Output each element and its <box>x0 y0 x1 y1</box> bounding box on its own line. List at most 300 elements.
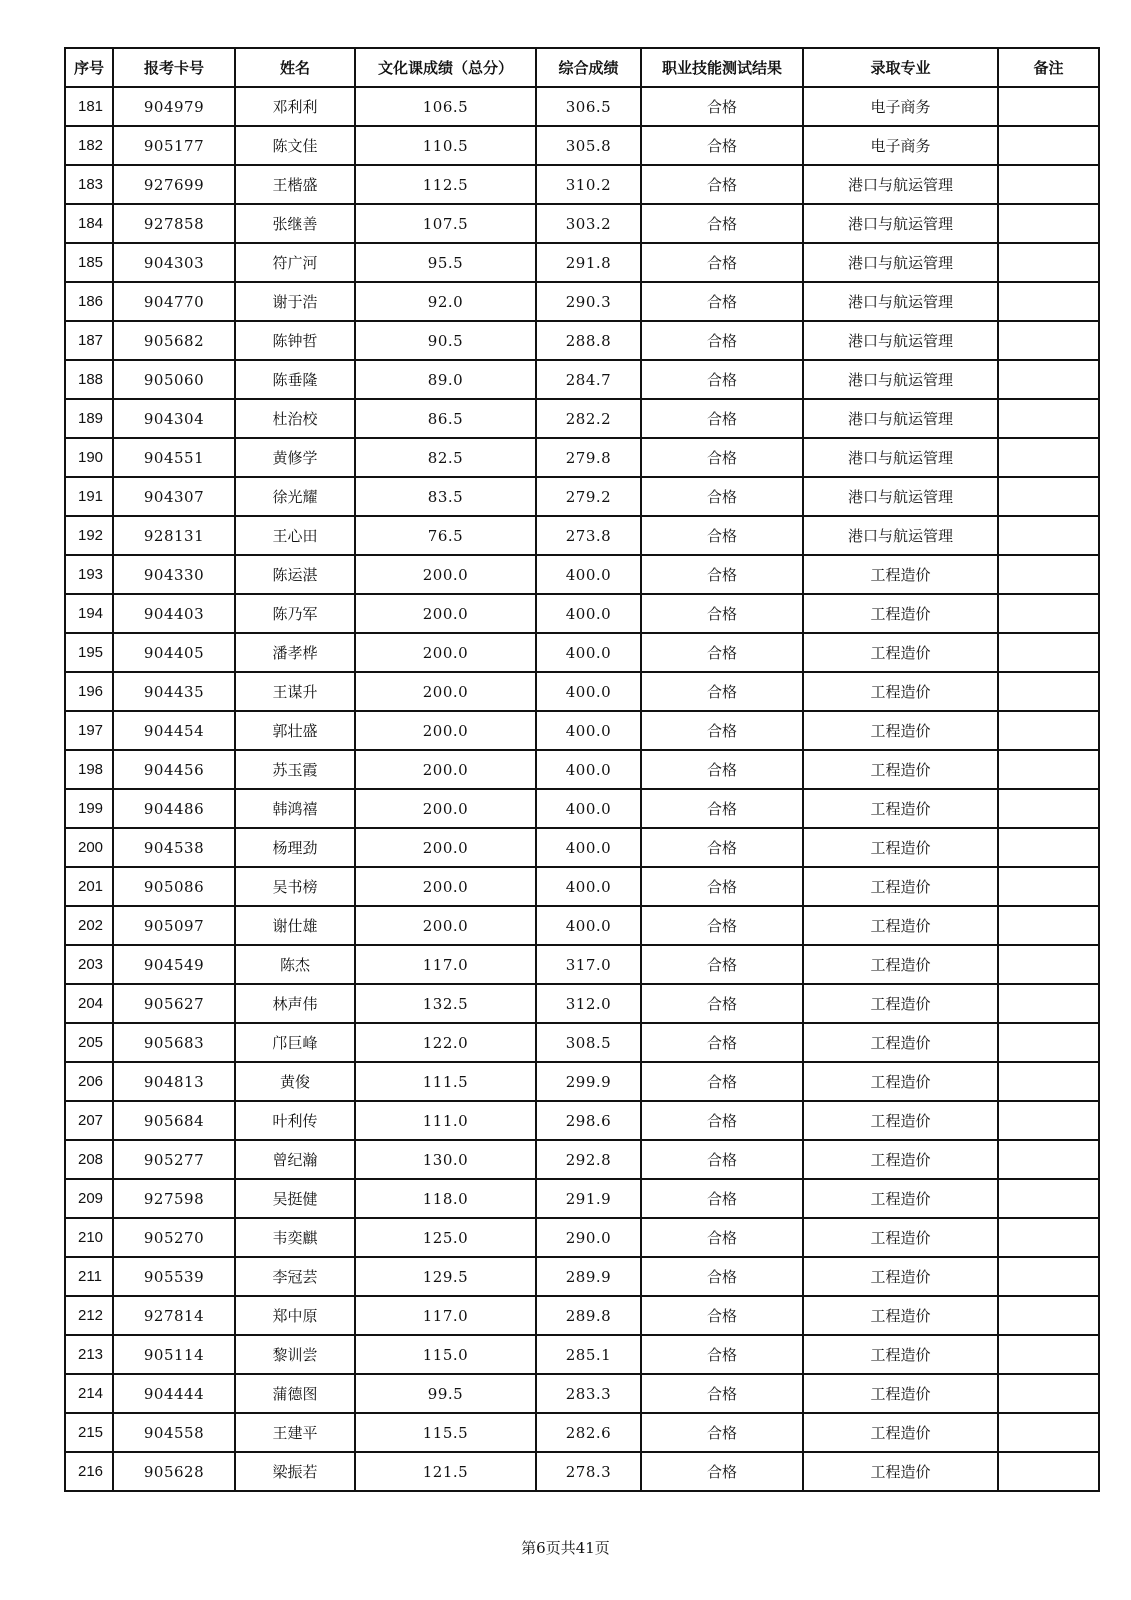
remarks-cell <box>998 204 1099 243</box>
major-cell: 工程造价 <box>803 1335 998 1374</box>
remarks-cell <box>998 984 1099 1023</box>
name-cell: 邓利利 <box>235 87 355 126</box>
card-number-cell: 904538 <box>113 828 235 867</box>
seq-cell: 207 <box>65 1101 113 1140</box>
composite-score-cell: 400.0 <box>536 672 641 711</box>
header-composite-score: 综合成绩 <box>536 48 641 87</box>
seq-cell: 202 <box>65 906 113 945</box>
skill-test-cell: 合格 <box>641 906 803 945</box>
remarks-cell <box>998 243 1099 282</box>
culture-score-cell: 107.5 <box>355 204 536 243</box>
culture-score-cell: 92.0 <box>355 282 536 321</box>
name-cell: 郭壮盛 <box>235 711 355 750</box>
composite-score-cell: 400.0 <box>536 906 641 945</box>
card-number-cell: 927858 <box>113 204 235 243</box>
name-cell: 徐光耀 <box>235 477 355 516</box>
header-row <box>65 48 1099 87</box>
name-cell: 潘孝桦 <box>235 633 355 672</box>
card-number-cell: 904307 <box>113 477 235 516</box>
seq-cell: 211 <box>65 1257 113 1296</box>
name-cell: 郑中原 <box>235 1296 355 1335</box>
composite-score-cell: 400.0 <box>536 711 641 750</box>
culture-score-cell: 122.0 <box>355 1023 536 1062</box>
culture-score-cell: 200.0 <box>355 867 536 906</box>
culture-score-cell: 95.5 <box>355 243 536 282</box>
skill-test-cell: 合格 <box>641 1413 803 1452</box>
table-row <box>65 1062 1099 1101</box>
table-row <box>65 1218 1099 1257</box>
culture-score-cell: 200.0 <box>355 633 536 672</box>
card-number-cell: 905628 <box>113 1452 235 1491</box>
name-cell: 邝巨峰 <box>235 1023 355 1062</box>
card-number-cell: 905684 <box>113 1101 235 1140</box>
remarks-cell <box>998 165 1099 204</box>
table-row <box>65 399 1099 438</box>
skill-test-cell: 合格 <box>641 1023 803 1062</box>
remarks-cell <box>998 87 1099 126</box>
remarks-cell <box>998 1335 1099 1374</box>
remarks-cell <box>998 1023 1099 1062</box>
seq-cell: 193 <box>65 555 113 594</box>
skill-test-cell: 合格 <box>641 243 803 282</box>
seq-cell: 210 <box>65 1218 113 1257</box>
page-footer: 第6页共41页 <box>521 1539 610 1557</box>
culture-score-cell: 99.5 <box>355 1374 536 1413</box>
composite-score-cell: 291.8 <box>536 243 641 282</box>
table-row <box>65 945 1099 984</box>
card-number-cell: 927814 <box>113 1296 235 1335</box>
table-row <box>65 867 1099 906</box>
major-cell: 工程造价 <box>803 633 998 672</box>
culture-score-cell: 82.5 <box>355 438 536 477</box>
skill-test-cell: 合格 <box>641 867 803 906</box>
skill-test-cell: 合格 <box>641 633 803 672</box>
major-cell: 工程造价 <box>803 945 998 984</box>
table-row <box>65 789 1099 828</box>
table-row <box>65 243 1099 282</box>
name-cell: 李冠芸 <box>235 1257 355 1296</box>
culture-score-cell: 200.0 <box>355 750 536 789</box>
card-number-cell: 904303 <box>113 243 235 282</box>
table-row <box>65 1296 1099 1335</box>
culture-score-cell: 115.0 <box>355 1335 536 1374</box>
table-row <box>65 321 1099 360</box>
skill-test-cell: 合格 <box>641 789 803 828</box>
culture-score-cell: 89.0 <box>355 360 536 399</box>
card-number-cell: 904979 <box>113 87 235 126</box>
seq-cell: 212 <box>65 1296 113 1335</box>
header-major: 录取专业 <box>803 48 998 87</box>
composite-score-cell: 306.5 <box>536 87 641 126</box>
skill-test-cell: 合格 <box>641 1218 803 1257</box>
major-cell: 电子商务 <box>803 126 998 165</box>
remarks-cell <box>998 1257 1099 1296</box>
culture-score-cell: 117.0 <box>355 1296 536 1335</box>
name-cell: 陈杰 <box>235 945 355 984</box>
major-cell: 电子商务 <box>803 87 998 126</box>
skill-test-cell: 合格 <box>641 945 803 984</box>
composite-score-cell: 303.2 <box>536 204 641 243</box>
composite-score-cell: 283.3 <box>536 1374 641 1413</box>
seq-cell: 192 <box>65 516 113 555</box>
major-cell: 工程造价 <box>803 1179 998 1218</box>
skill-test-cell: 合格 <box>641 1179 803 1218</box>
name-cell: 王建平 <box>235 1413 355 1452</box>
table-row <box>65 1101 1099 1140</box>
name-cell: 王心田 <box>235 516 355 555</box>
table-row <box>65 711 1099 750</box>
culture-score-cell: 118.0 <box>355 1179 536 1218</box>
table-row <box>65 984 1099 1023</box>
composite-score-cell: 305.8 <box>536 126 641 165</box>
composite-score-cell: 284.7 <box>536 360 641 399</box>
table-row <box>65 1257 1099 1296</box>
card-number-cell: 905682 <box>113 321 235 360</box>
skill-test-cell: 合格 <box>641 1101 803 1140</box>
seq-cell: 191 <box>65 477 113 516</box>
table-row <box>65 1413 1099 1452</box>
name-cell: 黄俊 <box>235 1062 355 1101</box>
culture-score-cell: 130.0 <box>355 1140 536 1179</box>
card-number-cell: 927598 <box>113 1179 235 1218</box>
table-row <box>65 1335 1099 1374</box>
culture-score-cell: 121.5 <box>355 1452 536 1491</box>
culture-score-cell: 83.5 <box>355 477 536 516</box>
table-row <box>65 126 1099 165</box>
major-cell: 港口与航运管理 <box>803 438 998 477</box>
remarks-cell <box>998 711 1099 750</box>
table-row <box>65 165 1099 204</box>
card-number-cell: 905270 <box>113 1218 235 1257</box>
seq-cell: 208 <box>65 1140 113 1179</box>
name-cell: 韩鸿禧 <box>235 789 355 828</box>
card-number-cell: 904454 <box>113 711 235 750</box>
skill-test-cell: 合格 <box>641 828 803 867</box>
skill-test-cell: 合格 <box>641 984 803 1023</box>
card-number-cell: 904435 <box>113 672 235 711</box>
composite-score-cell: 289.8 <box>536 1296 641 1335</box>
card-number-cell: 905539 <box>113 1257 235 1296</box>
header-seq: 序号 <box>65 48 113 87</box>
table-row <box>65 1179 1099 1218</box>
composite-score-cell: 400.0 <box>536 633 641 672</box>
skill-test-cell: 合格 <box>641 399 803 438</box>
major-cell: 工程造价 <box>803 1023 998 1062</box>
table-row <box>65 477 1099 516</box>
skill-test-cell: 合格 <box>641 1452 803 1491</box>
seq-cell: 216 <box>65 1452 113 1491</box>
major-cell: 工程造价 <box>803 1218 998 1257</box>
culture-score-cell: 200.0 <box>355 555 536 594</box>
composite-score-cell: 278.3 <box>536 1452 641 1491</box>
composite-score-cell: 279.8 <box>536 438 641 477</box>
card-number-cell: 904549 <box>113 945 235 984</box>
culture-score-cell: 129.5 <box>355 1257 536 1296</box>
culture-score-cell: 106.5 <box>355 87 536 126</box>
table-row <box>65 633 1099 672</box>
composite-score-cell: 310.2 <box>536 165 641 204</box>
table-row <box>65 906 1099 945</box>
seq-cell: 199 <box>65 789 113 828</box>
card-number-cell: 904551 <box>113 438 235 477</box>
skill-test-cell: 合格 <box>641 282 803 321</box>
seq-cell: 204 <box>65 984 113 1023</box>
name-cell: 陈文佳 <box>235 126 355 165</box>
admission-table-container <box>64 47 1098 1492</box>
remarks-cell <box>998 438 1099 477</box>
remarks-cell <box>998 906 1099 945</box>
remarks-cell <box>998 321 1099 360</box>
skill-test-cell: 合格 <box>641 711 803 750</box>
table-row <box>65 1374 1099 1413</box>
culture-score-cell: 117.0 <box>355 945 536 984</box>
culture-score-cell: 200.0 <box>355 711 536 750</box>
remarks-cell <box>998 516 1099 555</box>
skill-test-cell: 合格 <box>641 1335 803 1374</box>
major-cell: 港口与航运管理 <box>803 399 998 438</box>
culture-score-cell: 200.0 <box>355 594 536 633</box>
remarks-cell <box>998 1179 1099 1218</box>
composite-score-cell: 290.0 <box>536 1218 641 1257</box>
skill-test-cell: 合格 <box>641 594 803 633</box>
header-skill-test: 职业技能测试结果 <box>641 48 803 87</box>
remarks-cell <box>998 126 1099 165</box>
seq-cell: 205 <box>65 1023 113 1062</box>
major-cell: 工程造价 <box>803 828 998 867</box>
name-cell: 陈垂隆 <box>235 360 355 399</box>
seq-cell: 215 <box>65 1413 113 1452</box>
skill-test-cell: 合格 <box>641 477 803 516</box>
skill-test-cell: 合格 <box>641 750 803 789</box>
name-cell: 陈运湛 <box>235 555 355 594</box>
skill-test-cell: 合格 <box>641 87 803 126</box>
skill-test-cell: 合格 <box>641 1062 803 1101</box>
name-cell: 杜治校 <box>235 399 355 438</box>
card-number-cell: 904405 <box>113 633 235 672</box>
table-row <box>65 750 1099 789</box>
skill-test-cell: 合格 <box>641 516 803 555</box>
culture-score-cell: 200.0 <box>355 672 536 711</box>
name-cell: 叶利传 <box>235 1101 355 1140</box>
major-cell: 港口与航运管理 <box>803 282 998 321</box>
name-cell: 陈乃军 <box>235 594 355 633</box>
skill-test-cell: 合格 <box>641 204 803 243</box>
remarks-cell <box>998 1452 1099 1491</box>
name-cell: 蒲德图 <box>235 1374 355 1413</box>
seq-cell: 187 <box>65 321 113 360</box>
seq-cell: 200 <box>65 828 113 867</box>
card-number-cell: 904770 <box>113 282 235 321</box>
table-row <box>65 87 1099 126</box>
composite-score-cell: 400.0 <box>536 594 641 633</box>
remarks-cell <box>998 945 1099 984</box>
major-cell: 工程造价 <box>803 789 998 828</box>
name-cell: 王谋升 <box>235 672 355 711</box>
culture-score-cell: 125.0 <box>355 1218 536 1257</box>
card-number-cell: 905683 <box>113 1023 235 1062</box>
major-cell: 工程造价 <box>803 1374 998 1413</box>
remarks-cell <box>998 1374 1099 1413</box>
name-cell: 王楷盛 <box>235 165 355 204</box>
composite-score-cell: 289.9 <box>536 1257 641 1296</box>
card-number-cell: 904403 <box>113 594 235 633</box>
name-cell: 苏玉霞 <box>235 750 355 789</box>
skill-test-cell: 合格 <box>641 1296 803 1335</box>
name-cell: 吴挺健 <box>235 1179 355 1218</box>
major-cell: 工程造价 <box>803 1101 998 1140</box>
seq-cell: 214 <box>65 1374 113 1413</box>
table-body <box>65 87 1099 1491</box>
card-number-cell: 905114 <box>113 1335 235 1374</box>
card-number-cell: 905177 <box>113 126 235 165</box>
remarks-cell <box>998 789 1099 828</box>
remarks-cell <box>998 282 1099 321</box>
seq-cell: 209 <box>65 1179 113 1218</box>
composite-score-cell: 298.6 <box>536 1101 641 1140</box>
culture-score-cell: 200.0 <box>355 906 536 945</box>
composite-score-cell: 279.2 <box>536 477 641 516</box>
name-cell: 吴书榜 <box>235 867 355 906</box>
remarks-cell <box>998 1218 1099 1257</box>
name-cell: 谢仕雄 <box>235 906 355 945</box>
card-number-cell: 927699 <box>113 165 235 204</box>
major-cell: 工程造价 <box>803 555 998 594</box>
skill-test-cell: 合格 <box>641 165 803 204</box>
card-number-cell: 904330 <box>113 555 235 594</box>
table-row <box>65 438 1099 477</box>
culture-score-cell: 200.0 <box>355 828 536 867</box>
header-remarks: 备注 <box>998 48 1099 87</box>
table-row <box>65 360 1099 399</box>
major-cell: 港口与航运管理 <box>803 477 998 516</box>
composite-score-cell: 317.0 <box>536 945 641 984</box>
seq-cell: 186 <box>65 282 113 321</box>
seq-cell: 206 <box>65 1062 113 1101</box>
admission-table <box>64 47 1100 1492</box>
card-number-cell: 905060 <box>113 360 235 399</box>
seq-cell: 184 <box>65 204 113 243</box>
remarks-cell <box>998 672 1099 711</box>
seq-cell: 203 <box>65 945 113 984</box>
skill-test-cell: 合格 <box>641 321 803 360</box>
composite-score-cell: 291.9 <box>536 1179 641 1218</box>
seq-cell: 201 <box>65 867 113 906</box>
skill-test-cell: 合格 <box>641 1257 803 1296</box>
composite-score-cell: 290.3 <box>536 282 641 321</box>
remarks-cell <box>998 867 1099 906</box>
composite-score-cell: 400.0 <box>536 867 641 906</box>
major-cell: 工程造价 <box>803 594 998 633</box>
card-number-cell: 905277 <box>113 1140 235 1179</box>
name-cell: 张继善 <box>235 204 355 243</box>
remarks-cell <box>998 750 1099 789</box>
major-cell: 工程造价 <box>803 1296 998 1335</box>
remarks-cell <box>998 633 1099 672</box>
culture-score-cell: 110.5 <box>355 126 536 165</box>
table-row <box>65 555 1099 594</box>
skill-test-cell: 合格 <box>641 360 803 399</box>
seq-cell: 183 <box>65 165 113 204</box>
culture-score-cell: 86.5 <box>355 399 536 438</box>
culture-score-cell: 111.0 <box>355 1101 536 1140</box>
major-cell: 工程造价 <box>803 711 998 750</box>
name-cell: 韦奕麒 <box>235 1218 355 1257</box>
table-row <box>65 204 1099 243</box>
composite-score-cell: 400.0 <box>536 828 641 867</box>
composite-score-cell: 285.1 <box>536 1335 641 1374</box>
composite-score-cell: 273.8 <box>536 516 641 555</box>
card-number-cell: 904813 <box>113 1062 235 1101</box>
table-row <box>65 282 1099 321</box>
seq-cell: 188 <box>65 360 113 399</box>
seq-cell: 190 <box>65 438 113 477</box>
seq-cell: 185 <box>65 243 113 282</box>
card-number-cell: 904558 <box>113 1413 235 1452</box>
header-culture-score: 文化课成绩（总分） <box>355 48 536 87</box>
skill-test-cell: 合格 <box>641 126 803 165</box>
name-cell: 符广河 <box>235 243 355 282</box>
name-cell: 梁振若 <box>235 1452 355 1491</box>
culture-score-cell: 115.5 <box>355 1413 536 1452</box>
major-cell: 工程造价 <box>803 672 998 711</box>
culture-score-cell: 111.5 <box>355 1062 536 1101</box>
composite-score-cell: 400.0 <box>536 555 641 594</box>
remarks-cell <box>998 1062 1099 1101</box>
remarks-cell <box>998 477 1099 516</box>
major-cell: 工程造价 <box>803 867 998 906</box>
culture-score-cell: 132.5 <box>355 984 536 1023</box>
remarks-cell <box>998 828 1099 867</box>
skill-test-cell: 合格 <box>641 1374 803 1413</box>
header-name: 姓名 <box>235 48 355 87</box>
table-row <box>65 828 1099 867</box>
card-number-cell: 928131 <box>113 516 235 555</box>
culture-score-cell: 200.0 <box>355 789 536 828</box>
skill-test-cell: 合格 <box>641 438 803 477</box>
seq-cell: 213 <box>65 1335 113 1374</box>
card-number-cell: 904486 <box>113 789 235 828</box>
skill-test-cell: 合格 <box>641 1140 803 1179</box>
major-cell: 工程造价 <box>803 750 998 789</box>
seq-cell: 198 <box>65 750 113 789</box>
major-cell: 工程造价 <box>803 1140 998 1179</box>
major-cell: 工程造价 <box>803 906 998 945</box>
composite-score-cell: 299.9 <box>536 1062 641 1101</box>
name-cell: 谢于浩 <box>235 282 355 321</box>
major-cell: 工程造价 <box>803 1413 998 1452</box>
table-row <box>65 1023 1099 1062</box>
composite-score-cell: 312.0 <box>536 984 641 1023</box>
skill-test-cell: 合格 <box>641 672 803 711</box>
name-cell: 黎训尝 <box>235 1335 355 1374</box>
remarks-cell <box>998 399 1099 438</box>
card-number-cell: 904456 <box>113 750 235 789</box>
card-number-cell: 904444 <box>113 1374 235 1413</box>
name-cell: 陈钟哲 <box>235 321 355 360</box>
table-row <box>65 516 1099 555</box>
seq-cell: 194 <box>65 594 113 633</box>
seq-cell: 197 <box>65 711 113 750</box>
major-cell: 工程造价 <box>803 1062 998 1101</box>
name-cell: 杨理劲 <box>235 828 355 867</box>
major-cell: 工程造价 <box>803 984 998 1023</box>
composite-score-cell: 400.0 <box>536 750 641 789</box>
card-number-cell: 905627 <box>113 984 235 1023</box>
seq-cell: 195 <box>65 633 113 672</box>
remarks-cell <box>998 1296 1099 1335</box>
table-row <box>65 1140 1099 1179</box>
card-number-cell: 905086 <box>113 867 235 906</box>
